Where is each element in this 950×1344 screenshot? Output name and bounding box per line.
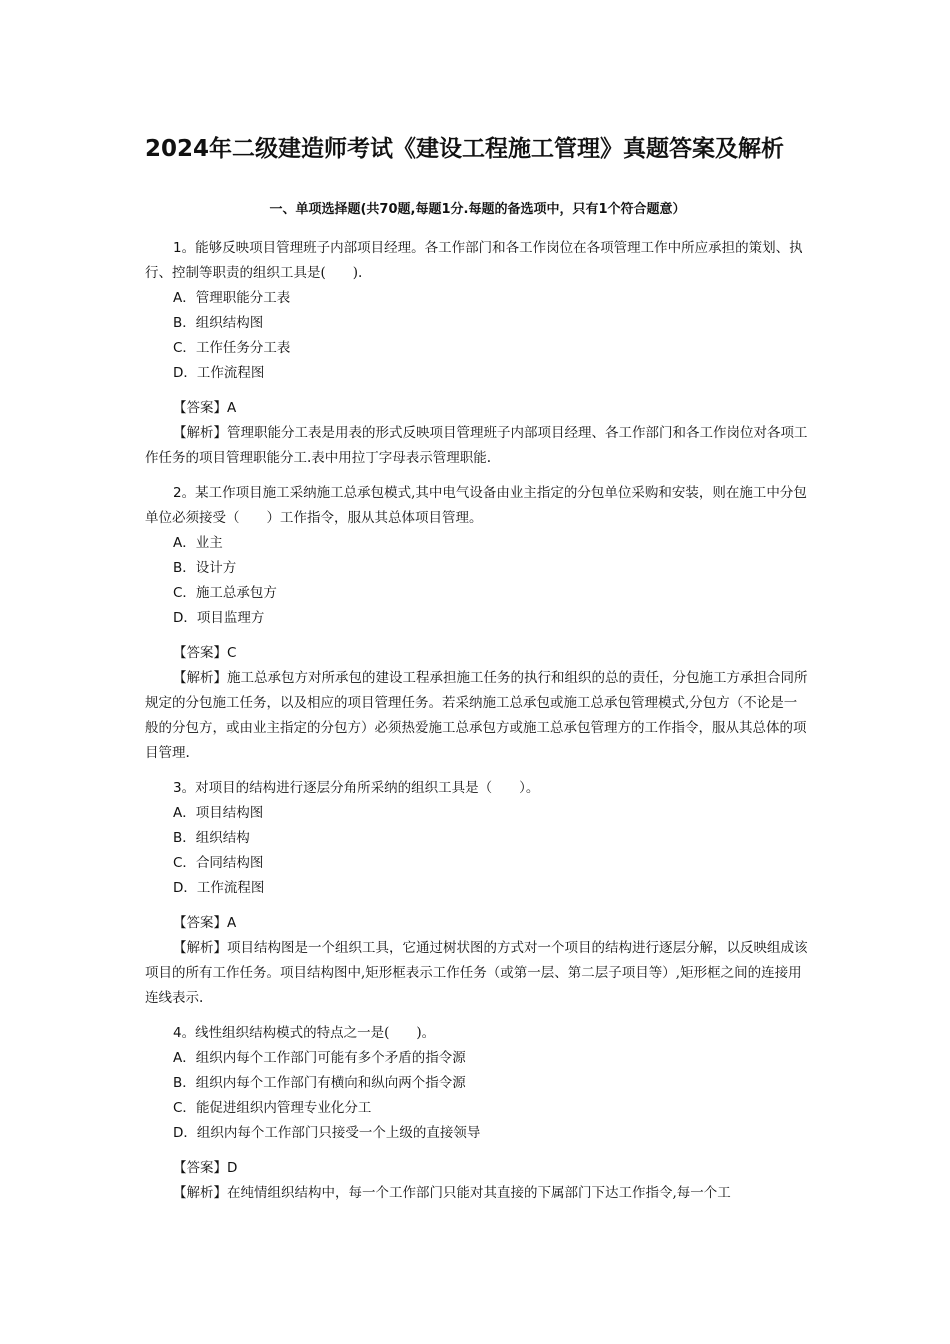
question-text: 能够反映项目管理班子内部项目经理。各工作部门和各工作岗位在各项管理工作中所应承担的策划、执行、控制等职责的组织工具是( ). <box>145 240 803 281</box>
analysis-tag: 【解析】 <box>173 940 227 956</box>
option-letter: A． <box>173 805 196 821</box>
option-c <box>145 581 810 606</box>
answer-tag: 【答案】 <box>173 400 227 416</box>
question-list <box>145 236 810 1216</box>
option-d <box>145 876 810 901</box>
question-1 <box>145 236 810 471</box>
analysis-text: 施工总承包方对所承包的建设工程承担施工任务的执行和组织的总的责任，分包施工方承担合同所规定的分包施工任务，以及相应的项目管理任务。若采纳施工总承包或施工总承包管理模式,分包方（不论是一般的分包方，或由业主指定的分包方）必须热爱施工总承包方或施工总承包管理方的工作指令，服从其总体的项目管理. <box>145 670 808 761</box>
question-stem <box>145 481 810 531</box>
option-text: 组织内每个工作部门可能有多个矛盾的指令源 <box>195 1050 466 1066</box>
answer-line <box>145 911 810 936</box>
option-letter: C． <box>173 855 196 871</box>
option-b <box>145 556 810 581</box>
analysis-paragraph <box>145 666 810 766</box>
question-3 <box>145 776 810 1011</box>
option-text: 工作流程图 <box>196 365 265 381</box>
question-stem <box>145 1021 810 1046</box>
option-text: 工作任务分工表 <box>195 340 291 356</box>
option-a <box>145 286 810 311</box>
answer-tag: 【答案】 <box>173 1160 227 1176</box>
option-text: 设计方 <box>195 560 237 576</box>
option-text: 能促进组织内管理专业化分工 <box>195 1100 372 1116</box>
analysis-paragraph <box>145 936 810 1011</box>
question-number: 4。 <box>173 1025 196 1041</box>
option-text: 组织结构 <box>195 830 250 846</box>
option-letter: A． <box>173 535 196 551</box>
option-letter: C． <box>173 585 196 601</box>
option-letter: D． <box>173 880 197 896</box>
option-letter: C． <box>173 1100 196 1116</box>
question-text: 对项目的结构进行逐层分角所采纳的组织工具是（ ）。 <box>195 780 540 796</box>
option-text: 组织内每个工作部门有横向和纵向两个指令源 <box>195 1075 466 1091</box>
option-letter: B． <box>173 830 196 846</box>
option-c <box>145 336 810 361</box>
option-letter: A． <box>173 290 196 306</box>
analysis-text: 项目结构图是一个组织工具，它通过树状图的方式对一个项目的结构进行逐层分解，以反映组成该项目的所有工作任务。项目结构图中,矩形框表示工作任务（或第一层、第二层子项目等）,矩形框之间的连接用连线表示. <box>145 940 808 1006</box>
option-c <box>145 1096 810 1121</box>
analysis-text: 在纯情组织结构中，每一个工作部门只能对其直接的下属部门下达工作指令,每一个工 <box>227 1185 731 1201</box>
section-heading: 一、单项选择题(共70题,每题1分.每题的备选项中，只有1个符合题意） <box>269 202 686 217</box>
option-letter: B． <box>173 560 196 576</box>
option-b <box>145 1071 810 1096</box>
option-text: 组织结构图 <box>195 315 264 331</box>
analysis-tag: 【解析】 <box>173 1185 227 1201</box>
question-number: 3。 <box>173 780 196 796</box>
answer-tag: 【答案】 <box>173 915 227 931</box>
analysis-tag: 【解析】 <box>173 670 227 686</box>
analysis-paragraph <box>145 421 810 471</box>
option-d <box>145 361 810 386</box>
question-4 <box>145 1021 810 1206</box>
option-text: 合同结构图 <box>195 855 264 871</box>
answer-line <box>145 641 810 666</box>
question-number: 2。 <box>173 485 196 501</box>
option-b <box>145 826 810 851</box>
option-text: 施工总承包方 <box>195 585 277 601</box>
option-letter: D． <box>173 365 197 381</box>
option-letter: A． <box>173 1050 196 1066</box>
answer-value: A <box>227 400 237 416</box>
option-text: 项目结构图 <box>195 805 264 821</box>
question-text: 某工作项目施工采纳施工总承包模式,其中电气设备由业主指定的分包单位采购和安装，则在施工中分包单位必须接受（ ）工作指令，服从其总体项目管理。 <box>145 485 807 526</box>
option-letter: C． <box>173 340 196 356</box>
option-letter: B． <box>173 315 196 331</box>
analysis-tag: 【解析】 <box>173 425 227 441</box>
answer-line <box>145 396 810 421</box>
question-text: 线性组织结构模式的特点之一是( )。 <box>195 1025 436 1041</box>
answer-tag: 【答案】 <box>173 645 227 661</box>
option-d <box>145 606 810 631</box>
option-text: 项目监理方 <box>196 610 265 626</box>
option-text: 业主 <box>195 535 223 551</box>
option-text: 管理职能分工表 <box>195 290 291 306</box>
option-d <box>145 1121 810 1146</box>
answer-value: D <box>227 1160 238 1176</box>
option-text: 工作流程图 <box>196 880 265 896</box>
option-b <box>145 311 810 336</box>
question-stem <box>145 776 810 801</box>
answer-value: A <box>227 915 237 931</box>
option-letter: D． <box>173 610 197 626</box>
question-2 <box>145 481 810 766</box>
option-a <box>145 531 810 556</box>
analysis-paragraph <box>145 1181 810 1206</box>
page-title: 2024年二级建造师考试《建设工程施工管理》真题答案及解析 <box>145 136 785 162</box>
option-text: 组织内每个工作部门只接受一个上级的直接领导 <box>196 1125 481 1141</box>
option-letter: D． <box>173 1125 197 1141</box>
answer-value: C <box>227 645 237 661</box>
question-number: 1。 <box>173 240 196 256</box>
option-a <box>145 801 810 826</box>
analysis-text: 管理职能分工表是用表的形式反映项目管理班子内部项目经理、各工作部门和各工作岗位对各项工作任务的项目管理职能分工.表中用拉丁字母表示管理职能. <box>145 425 808 466</box>
option-a <box>145 1046 810 1071</box>
option-c <box>145 851 810 876</box>
question-stem <box>145 236 810 286</box>
answer-line <box>145 1156 810 1181</box>
option-letter: B． <box>173 1075 196 1091</box>
